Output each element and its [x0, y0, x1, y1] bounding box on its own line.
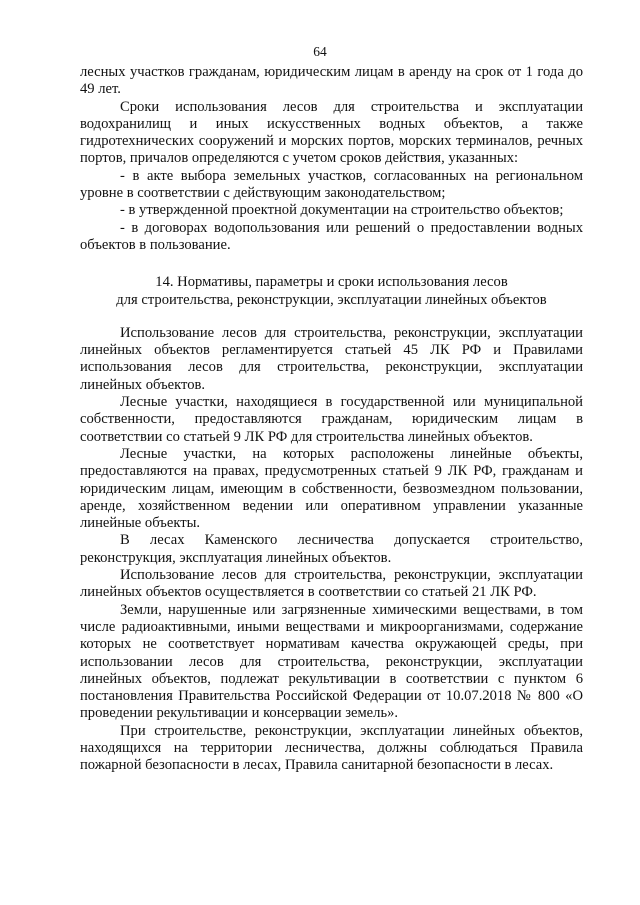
paragraph-fire-safety-rules: При строительстве, реконструкции, эксплуатации линейных объектов, находящихся на территории лесничества, должны соблюдаться Правила пожарной безопасности в лесах, Правила санитарной безопасности в лесах.	[80, 722, 583, 774]
page-number: 64	[313, 44, 327, 59]
paragraph-land-reclamation: Земли, нарушенные или загрязненные химическими веществами, в том числе радиоактивными, иными веществами и микроорганизмами, содержание которых не соответствует нормативам качества окружающей среды, при использовании лесов для строительства, реконструкции, эксплуатации линейных объектов, подлежат рекультивации в соответствии с пунктом 6 постановления Правительства Российской Федерации от 10.07.2018 № 800 «О проведении рекультивации и консервации земель».	[80, 601, 583, 722]
paragraph-article-21: Использование лесов для строительства, реконструкции, эксплуатации линейных объектов осуществляется в соответствии со статьей 21 ЛК РФ.	[80, 567, 583, 601]
section-heading-line-2: для строительства, реконструкции, эксплуатации линейных объектов	[116, 291, 547, 308]
bullet-item-site-selection-act: - в акте выбора земельных участков, согласованных на региональном уровне в соответствии с действующим законодательством;	[80, 167, 583, 202]
paragraph-plots-with-linear-objects: Лесные участки, на которых расположены линейные объекты, предоставляются на правах, предусмотренных статьей 9 ЛК РФ, гражданам и юридическим лицам, имеющим в собственности, безвозмездном пользовании, аренде, хозяйственном ведении или оперативном управлении указанные линейные объекты.	[80, 445, 583, 532]
paragraph-kamensky-forestry: В лесах Каменского лесничества допускается строительство, реконструкция, эксплуатация линейных объектов.	[80, 532, 583, 566]
section-heading	[80, 274, 583, 309]
paragraph-state-owned-plots: Лесные участки, находящиеся в государственной или муниципальной собственности, предоставляются гражданам, юридическим лицам в соответствии со статьей 9 ЛК РФ для строительства линейных объектов.	[80, 394, 583, 445]
section-heading-line-1: 14. Нормативы, параметры и сроки использования лесов	[155, 274, 508, 291]
paragraph-article-45: Использование лесов для строительства, реконструкции, эксплуатации линейных объектов регламентируется статьей 45 ЛК РФ и Правилами использования лесов для строительства, реконструкции, эксплуатации линейных объектов.	[80, 324, 583, 393]
bullet-item-project-documentation: - в утвержденной проектной документации на строительство объектов;	[120, 202, 564, 219]
document-body	[80, 64, 583, 775]
paragraph-usage-terms: Сроки использования лесов для строительства и эксплуатации водохранилищ и иных искусственных водных объектов, а также гидротехнических сооружений и морских портов, морских терминалов, речных портов, причалов определяются с учетом сроков действия, указанных:	[80, 98, 583, 167]
paragraph-continuation: лесных участков гражданам, юридическим лицам в аренду на срок от 1 года до 49 лет.	[80, 64, 583, 98]
bullet-item-water-use-contracts: - в договорах водопользования или решений о предоставлении водных объектов в пользование.	[80, 219, 583, 253]
